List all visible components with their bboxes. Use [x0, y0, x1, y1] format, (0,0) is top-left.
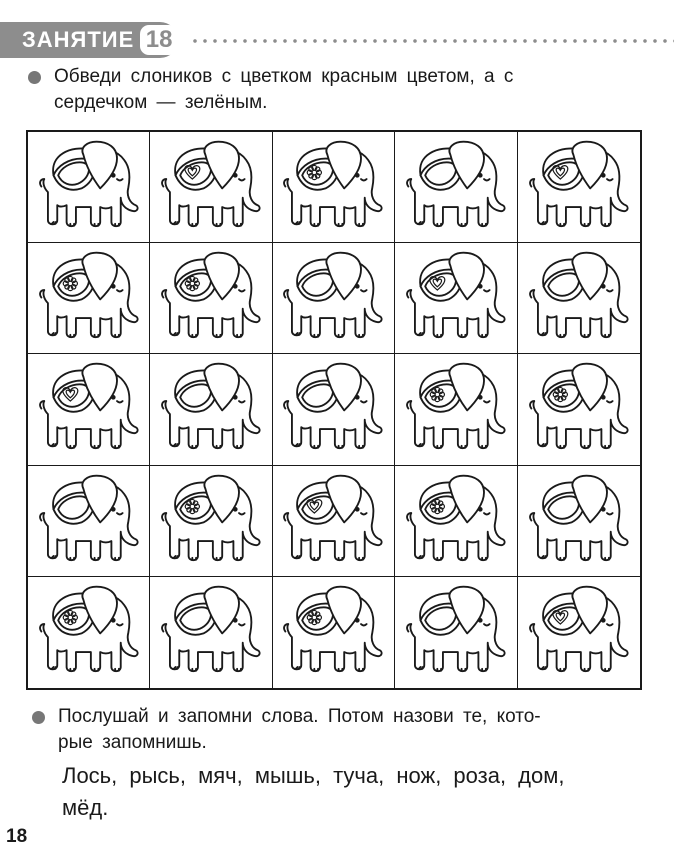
grid-cell-none[interactable]: [28, 132, 150, 243]
words-line1: Лось, рысь, мяч, мышь, туча, нож, роза, дом,: [62, 763, 565, 788]
grid-cell-heart[interactable]: [518, 132, 640, 243]
elephant-icon: [277, 472, 389, 570]
grid-cell-flower[interactable]: [273, 577, 395, 688]
task1-line1: Обведи слоников с цветком красным цветом, а с: [54, 66, 514, 87]
lesson-banner: [0, 22, 178, 58]
elephant-icon: [400, 360, 512, 458]
grid-cell-heart[interactable]: [150, 132, 272, 243]
elephant-icon: [155, 249, 267, 347]
grid-cell-heart[interactable]: [518, 577, 640, 688]
elephant-icon: [155, 583, 267, 681]
grid-cell-none[interactable]: [273, 354, 395, 465]
elephant-icon: [155, 360, 267, 458]
elephant-icon: [523, 583, 635, 681]
task2-line2: рые запомнишь.: [58, 732, 207, 753]
elephant-icon: [523, 472, 635, 570]
grid-cell-heart[interactable]: [395, 243, 517, 354]
elephant-icon: [400, 249, 512, 347]
elephant-icon: [400, 583, 512, 681]
elephant-icon: [33, 472, 145, 570]
elephant-icon: [155, 138, 267, 236]
grid-cell-none[interactable]: [150, 354, 272, 465]
elephant-icon: [400, 472, 512, 570]
grid-cell-none[interactable]: [273, 243, 395, 354]
grid-cell-flower[interactable]: [273, 132, 395, 243]
memory-words: [62, 760, 652, 824]
grid-cell-flower[interactable]: [150, 466, 272, 577]
grid-cell-flower[interactable]: [518, 354, 640, 465]
elephant-icon: [523, 138, 635, 236]
elephant-icon: [277, 583, 389, 681]
elephant-icon: [523, 360, 635, 458]
bullet-task1: [28, 71, 41, 84]
lesson-number: 18: [140, 25, 178, 55]
lesson-header: [0, 14, 674, 58]
elephant-icon: [33, 360, 145, 458]
task2-instruction: [58, 704, 648, 756]
page-number: 18: [6, 826, 28, 847]
task1-line2: сердечком — зелёным.: [54, 92, 268, 113]
grid-cell-heart[interactable]: [273, 466, 395, 577]
grid-cell-none[interactable]: [518, 243, 640, 354]
elephant-icon: [400, 138, 512, 236]
grid-cell-heart[interactable]: [28, 354, 150, 465]
dotted-divider: [190, 39, 674, 43]
elephant-icon: [33, 583, 145, 681]
elephant-icon: [33, 138, 145, 236]
task1-instruction: [54, 64, 640, 116]
grid-cell-flower[interactable]: [28, 243, 150, 354]
grid-cell-flower[interactable]: [28, 577, 150, 688]
elephant-icon: [277, 360, 389, 458]
elephant-icon: [277, 138, 389, 236]
bullet-task2: [32, 711, 45, 724]
grid-cell-none[interactable]: [395, 132, 517, 243]
grid-cell-flower[interactable]: [150, 243, 272, 354]
words-line2: мёд.: [62, 795, 109, 820]
elephant-grid: [26, 130, 642, 690]
task2-line1: Послушай и запомни слова. Потом назови те, кото-: [58, 706, 541, 727]
elephant-icon: [277, 249, 389, 347]
grid-cell-none[interactable]: [518, 466, 640, 577]
grid-cell-flower[interactable]: [395, 466, 517, 577]
lesson-label: ЗАНЯТИЕ: [22, 27, 135, 52]
elephant-icon: [155, 472, 267, 570]
grid-cell-none[interactable]: [395, 577, 517, 688]
grid-cell-none[interactable]: [28, 466, 150, 577]
elephant-icon: [33, 249, 145, 347]
grid-cell-flower[interactable]: [395, 354, 517, 465]
grid-cell-none[interactable]: [150, 577, 272, 688]
elephant-icon: [523, 249, 635, 347]
